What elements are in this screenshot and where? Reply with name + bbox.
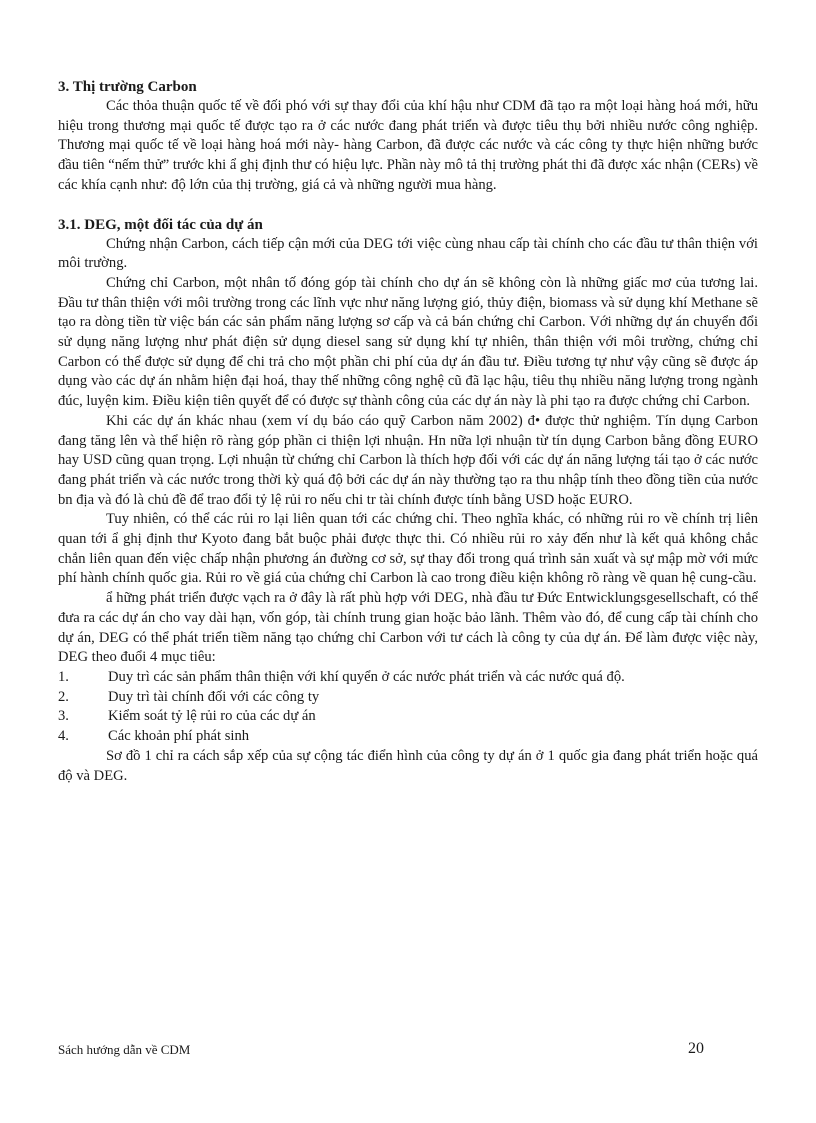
page-content xyxy=(58,77,758,786)
page-number: 20 xyxy=(688,1040,704,1057)
section-3-1-heading: 3.1. DEG, một đối tác của dự án xyxy=(58,216,263,233)
list-text: Các khoản phí phát sinh xyxy=(108,728,250,745)
paragraph: Chứng chỉ Carbon, một nhân tố đóng góp tài chính cho dự án sẽ không còn là những giấc mơ của tương lai. Đầu tư thân thiện với môi trường trong các lĩnh vực như năng lượng gió, thủy điện, biomass và sử dụng khí Methane sẽ tạo ra dòng tiền từ việc bán các sản phẩm năng lượng sơ cấp và cả bán chứng chỉ Carbon. Với những dự án chuyển đổi sử dụng năng lượng như phát điện sử dụng diesel sang sử dụng khí tự nhiên, thân thiện với môi trường, chứng chỉ Carbon có thể được sử dụng để chi trả cho một phần chi phí của dự án đầu tư. Điều tương tự như vậy cũng sẽ được áp dụng vào các dự án nhằm hiện đại hoá, thay thế những công nghệ cũ đã lạc hậu, tiêu thụ nhiều năng lượng trong ngành đúc, luyện kim. Điều kiện tiên quyết để có được sự thành công của các dự án này là phi tạo ra được chứng chỉ Carbon. xyxy=(58,274,758,410)
footer-title: Sách hướng dẫn về CDM xyxy=(58,1042,191,1057)
paragraph: Chứng nhận Carbon, cách tiếp cận mới của DEG tới việc cùng nhau cấp tài chính cho các đầu tư thân thiện với môi trường. xyxy=(58,235,758,272)
paragraph: Khi các dự án khác nhau (xem ví dụ báo cáo quỹ Carbon năm 2002) đ• được thử nghiệm. Tín dụng Carbon đang tăng lên và thể hiện rõ ràng góp phần ci thiện lợi nhuận. Hn nữa lợi nhuận từ tín dụng Carbon bằng đồng EURO hay USD cũng quan trọng. Lợi nhuận từ chứng chỉ Carbon là thích hợp đối với các dự án năng lượng tái tạo ở các nước đang phát triển và các nước trong thời kỳ quá độ bởi các dự án này thường tạo ra thu nhập tính theo đồng tiền của nước bn địa và đó là chủ đề để trao đổi tỷ lệ rủi ro nếu chi tr tài chính được tính bằng USD hoặc EURO. xyxy=(58,412,758,508)
list-item xyxy=(58,668,758,688)
list-item xyxy=(58,727,758,747)
paragraph: Tuy nhiên, có thể các rủi ro lại liên quan tới các chứng chỉ. Theo nghĩa khác, có những rủi ro về chính trị liên quan tới ẩ ghị định thư Kyoto đang bắt buộc phải được thực thi. Có nhiều rủi ro xảy đến như là kết quả không chắc chắn liên quan đến việc chấp nhận phương án đường cơ sở, sự thay đổi trong quá trình sản xuất và sự mập mờ với mức phí hành chính quốc gia. Rủi ro về giá của chứng chỉ Carbon là cao trong điều kiện không rõ ràng về quan hệ cung-cầu. xyxy=(58,511,758,587)
list-item xyxy=(58,707,758,727)
list-text: Duy trì tài chính đối với các công ty xyxy=(108,688,320,705)
closing-paragraph: Sơ đồ 1 chỉ ra cách sắp xếp của sự cộng tác điển hình của công ty dự án ở 1 quốc gia đang phát triển hoặc quá độ và DEG. xyxy=(58,747,758,784)
list-number: 3. xyxy=(58,708,69,725)
list-text: Kiểm soát tỷ lệ rủi ro của các dự án xyxy=(108,708,316,725)
list-number: 1. xyxy=(58,668,69,685)
list-number: 4. xyxy=(58,728,69,745)
list-text: Duy trì các sản phẩm thân thiện với khí quyển ở các nước phát triển và các nước quá độ. xyxy=(108,668,625,685)
list-item xyxy=(58,688,758,708)
section-3-heading: 3. Thị trường Carbon xyxy=(58,79,197,95)
list-number: 2. xyxy=(58,688,69,705)
paragraph: ẩ hững phát triển được vạch ra ở đây là rất phù hợp với DEG, nhà đầu tư Đức Entwicklungsgesellschaft, có thể đưa ra các dự án cho vay dài hạn, vốn góp, tài chính trung gian hoặc bảo lãnh. Thêm vào đó, để cung cấp tài chính cho dự án, DEG có thể phát triển tiềm năng tạo chứng chỉ Carbon với tư cách là công ty của dự án. Để làm được việc này, DEG theo đuổi 4 mục tiêu: xyxy=(58,590,758,666)
section-3-paragraph: Các thỏa thuận quốc tế về đối phó với sự thay đổi của khí hậu như CDM đã tạo ra một loại hàng hoá mới, hữu hiệu trong thương mại quốc tế được tạo ra ở các nước đang phát triển và được tiêu thụ bởi nhiều nước công nghiệp. Thương mại quốc tế về loại hàng hoá mới này- hàng Carbon, đã được các nước và các công ty thực hiện những bước đầu tiên “nếm thử” trước khi ẩ ghị định thư có hiệu lực. Phần này mô tả thị trường phát thi đã được xác nhận (CERs) về các khía cạnh như: độ lớn của thị trường, giá cả và những người mua hàng. xyxy=(58,98,759,193)
